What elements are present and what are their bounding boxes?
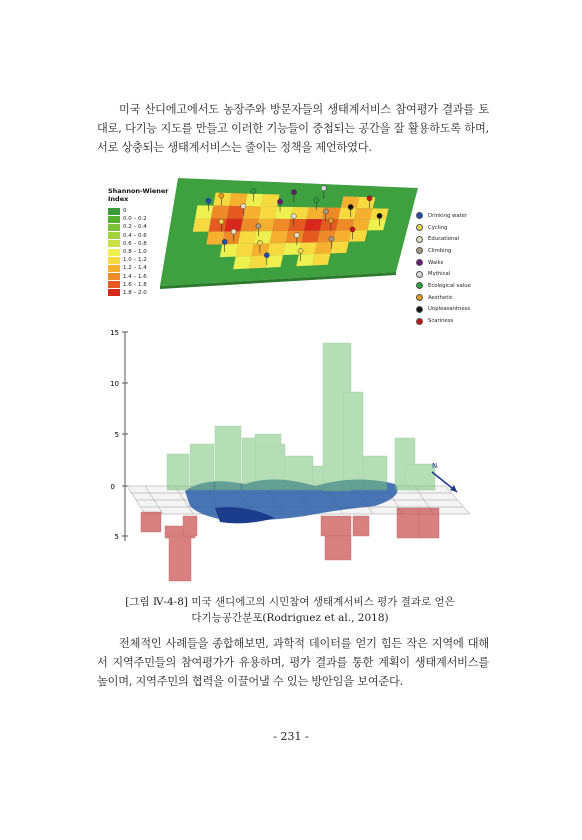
service-legend-item [416,245,471,257]
map-cell [254,231,272,244]
service-legend [416,210,471,327]
service-dot-icon [416,282,423,289]
page-number: - 231 - [273,730,309,743]
service-marker [291,190,296,195]
service-label: Unpleasantness [428,306,471,313]
scale-label: 0 [123,208,127,215]
service-legend-item [416,222,471,234]
tick-0: 0 [110,483,115,491]
legend-title-line1: Shannon-Wiener [108,187,169,195]
scale-swatch [108,273,120,280]
service-dot-icon [416,224,423,231]
service-marker [323,209,328,214]
map-cell [349,230,368,241]
service-marker [291,214,296,219]
service-label: Mythical [428,271,451,278]
scale-class [108,256,147,264]
map-cell [236,244,254,257]
map-cell [283,243,301,255]
scale-swatch [108,257,120,264]
scale-swatch [108,232,120,239]
map-legend-title [108,187,169,203]
map-cell [259,206,277,218]
service-marker [329,236,334,241]
map-cell [357,197,376,208]
service-dot-icon [416,259,423,266]
service-marker [257,240,262,245]
map-cell [330,242,348,254]
service-marker [256,224,261,229]
scale-class [108,264,147,272]
service-marker [264,253,269,258]
service-marker [277,199,282,204]
paragraph-1-text: 미국 산디에고에서도 농장주와 방문자들의 생태계서비스 참여평가 결과를 토대로, 다기능 지도를 만들고 이러한 기능들이 중첩되는 공간을 잘 활용하도록 하며, 서로 상충되는 생태계서비스는 줄이는 정책을 제언하였다. [97,103,489,154]
legend-title-line2: Index [108,195,129,203]
scale-class [108,289,147,297]
service-legend-item [416,304,471,316]
service-label: Aesthetic [428,294,453,301]
scale-label: 0.0 – 0.2 [123,216,147,223]
scale-label: 1.8 – 2.0 [123,289,147,296]
map-cell [354,208,373,219]
scale-class [108,223,147,231]
service-legend-item [416,257,471,269]
map-cell [245,194,263,207]
scale-class [108,281,147,289]
map-cell [272,219,290,231]
service-marker [328,218,333,223]
map-cell [209,219,227,232]
tick-15: 15 [110,329,119,337]
map-cell [211,206,229,219]
tick-10: 10 [110,380,119,388]
scale-label: 1.6 – 1.8 [123,281,147,288]
service-marker [219,193,224,198]
scale-swatch [108,240,120,247]
service-dot-icon [416,318,423,325]
service-marker [377,213,382,218]
map-cell [296,254,314,266]
scale-swatch [108,265,120,272]
map-cell [270,231,288,243]
map-cell [312,253,330,265]
service-marker [251,189,256,194]
diversity-index-scale [108,207,147,297]
map-cell [301,231,319,243]
map-cell [275,207,293,219]
service-label: Ecological value [428,282,471,289]
map-cell [195,205,213,218]
map-cell [338,208,357,219]
scale-swatch [108,216,120,223]
map-cell [333,230,351,242]
map-cell [367,219,386,230]
map-cell [249,256,267,269]
map-cell [193,219,211,232]
service-dot-icon [416,271,423,278]
scale-class [108,240,147,248]
green-columns [167,343,438,491]
map-cell [206,232,224,245]
map-cell [286,231,304,243]
service-marker [321,186,326,191]
map-cell [233,256,251,269]
scale-class [108,248,147,256]
service-marker [206,198,211,203]
scale-label: 0.8 – 1.0 [123,249,147,256]
map-cell [304,219,322,231]
service-legend-item [416,280,471,292]
red-columns [141,508,439,581]
scale-label: 0.6 – 0.8 [123,240,147,247]
service-label: Scariness [428,318,454,325]
scale-swatch [108,208,120,215]
3d-bar-figure [105,326,475,584]
map-cell [315,242,333,254]
service-dot-icon [416,294,423,301]
service-dot-icon [416,247,423,254]
map-cell [243,206,261,219]
scale-class [108,215,147,223]
north-label: N [432,462,438,470]
scale-swatch [108,289,120,296]
service-dot-icon [416,236,423,243]
service-legend-item [416,210,471,222]
scale-swatch [108,249,120,256]
service-marker [350,227,355,232]
scale-class [108,207,147,215]
scale-label: 1.0 – 1.2 [123,257,147,264]
service-dot-icon [416,212,423,219]
scale-label: 0.4 – 0.6 [123,232,147,239]
service-marker [231,229,236,234]
service-marker [294,233,299,238]
service-label: Drinking water [428,212,468,219]
map-cell [261,194,279,207]
figure-caption-line1: [그림 Ⅳ-4-8] 미국 샌디에고의 시민참여 생태계서비스 평가 결과로 얻은 [125,596,455,608]
map-cell [238,231,256,244]
tick-5: 5 [114,431,119,439]
service-marker [348,204,353,209]
scale-swatch [108,224,120,231]
scale-label: 1.2 – 1.4 [123,265,147,272]
service-legend-item [416,233,471,245]
service-marker [298,248,303,253]
service-legend-item [416,268,471,280]
service-label: Climbing [428,247,452,254]
service-marker [219,219,224,224]
map-cell [306,207,324,219]
map-cell [220,244,238,257]
service-marker [367,196,372,201]
paragraph-2-text: 전체적인 사례들을 종합해보면, 과학적 데이터를 얻기 힘든 작은 지역에 대해서 지역주민들의 참여평가가 유용하며, 평가 결과를 통한 계획이 생태계서비스를 높이며, 지역주민의 협력을 이끌어낼 수 있는 방안임을 보여준다. [97,637,489,688]
map-cell [288,219,306,231]
figure-caption-line2: 다기능공간분포(Rodriguez et al., 2018) [191,612,389,624]
scale-class [108,273,147,281]
paragraph-1 [97,100,489,157]
tick-neg5: 5 [114,533,119,541]
scale-label: 1.4 – 1.6 [123,273,147,280]
service-label: Walks [428,259,444,266]
scale-label: 0.2 – 0.4 [123,224,147,231]
scale-class [108,232,147,240]
service-label: Educational [428,236,460,243]
scale-swatch [108,281,120,288]
service-label: Cycling [428,224,448,231]
service-marker [314,198,319,203]
map-cell [267,243,285,256]
service-marker [222,239,227,244]
paragraph-2 [97,634,489,691]
service-marker [241,204,246,209]
service-dot-icon [416,306,423,313]
service-legend-item [416,292,471,304]
